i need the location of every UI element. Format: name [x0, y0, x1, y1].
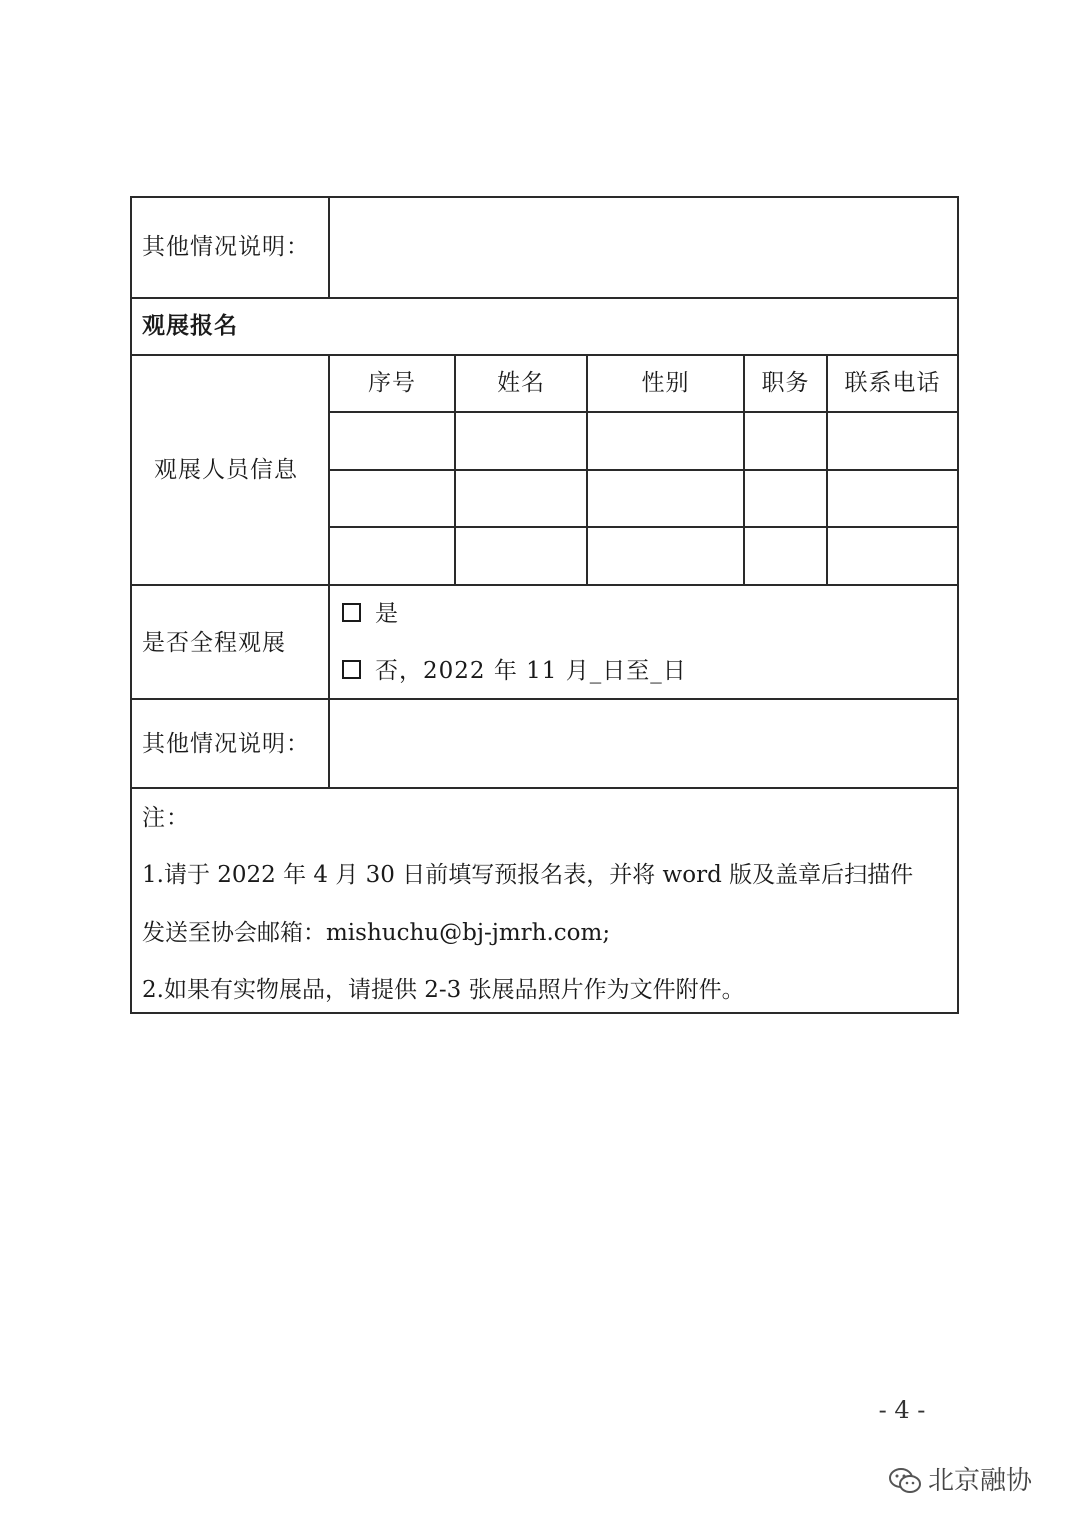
- position-cell[interactable]: [745, 471, 826, 526]
- phone-cell[interactable]: [828, 528, 957, 584]
- table-row: [330, 413, 957, 469]
- table-row: [330, 528, 957, 584]
- wechat-icon: [888, 1467, 922, 1502]
- page-number: - 4 -: [878, 1396, 926, 1424]
- watermark-text: 北京融协: [928, 1466, 1033, 1496]
- index-cell[interactable]: [330, 528, 454, 584]
- position-cell[interactable]: [745, 528, 826, 584]
- name-cell[interactable]: [456, 413, 586, 469]
- header-phone: 联系电话: [844, 370, 941, 396]
- row-divider: [132, 297, 957, 299]
- full-visit-option-no[interactable]: [342, 656, 687, 686]
- phone-cell[interactable]: [828, 471, 957, 526]
- header-index: 序号: [368, 370, 416, 396]
- phone-cell[interactable]: [828, 413, 957, 469]
- watermark: [888, 1460, 1032, 1502]
- gender-cell[interactable]: [588, 471, 743, 526]
- checkbox-icon[interactable]: [342, 603, 361, 622]
- header-name: 姓名: [497, 370, 545, 396]
- other-info-field[interactable]: [330, 198, 957, 297]
- position-cell[interactable]: [745, 413, 826, 469]
- row-divider: [132, 354, 957, 356]
- header-gender: 性别: [641, 370, 690, 396]
- other-info-label: 其他情况说明：: [142, 731, 310, 757]
- other-info-label: 其他情况说明：: [142, 234, 310, 260]
- notes-line-3: 2.如果有实物展品，请提供 2-3 张展品照片作为文件附件。: [142, 977, 745, 1003]
- option-no-label: 否，2022 年 11 月_日至_日: [375, 658, 687, 684]
- notes-title: 注：: [142, 805, 190, 831]
- row-divider: [132, 787, 957, 789]
- gender-cell[interactable]: [588, 413, 743, 469]
- other-info-field[interactable]: [330, 700, 957, 787]
- registration-form-table: [130, 196, 959, 1014]
- header-position: 职务: [761, 370, 810, 396]
- name-cell[interactable]: [456, 471, 586, 526]
- table-row: [330, 471, 957, 526]
- index-cell[interactable]: [330, 413, 454, 469]
- visitor-info-label: 观展人员信息: [154, 457, 298, 483]
- section-title: 观展报名: [142, 312, 238, 339]
- checkbox-icon[interactable]: [342, 660, 361, 679]
- gender-cell[interactable]: [588, 528, 743, 584]
- option-yes-label: 是: [375, 601, 399, 627]
- index-cell[interactable]: [330, 471, 454, 526]
- full-visit-label: 是否全程观展: [142, 630, 286, 656]
- name-cell[interactable]: [456, 528, 586, 584]
- full-visit-option-yes[interactable]: [342, 599, 399, 629]
- notes-line-1: 1.请于 2022 年 4 月 30 日前填写预报名表，并将 word 版及盖章后扫描件: [142, 862, 914, 888]
- notes-line-2: 发送至协会邮箱：mishuchu@bj-jmrh.com;: [142, 920, 611, 946]
- row-divider: [132, 584, 957, 586]
